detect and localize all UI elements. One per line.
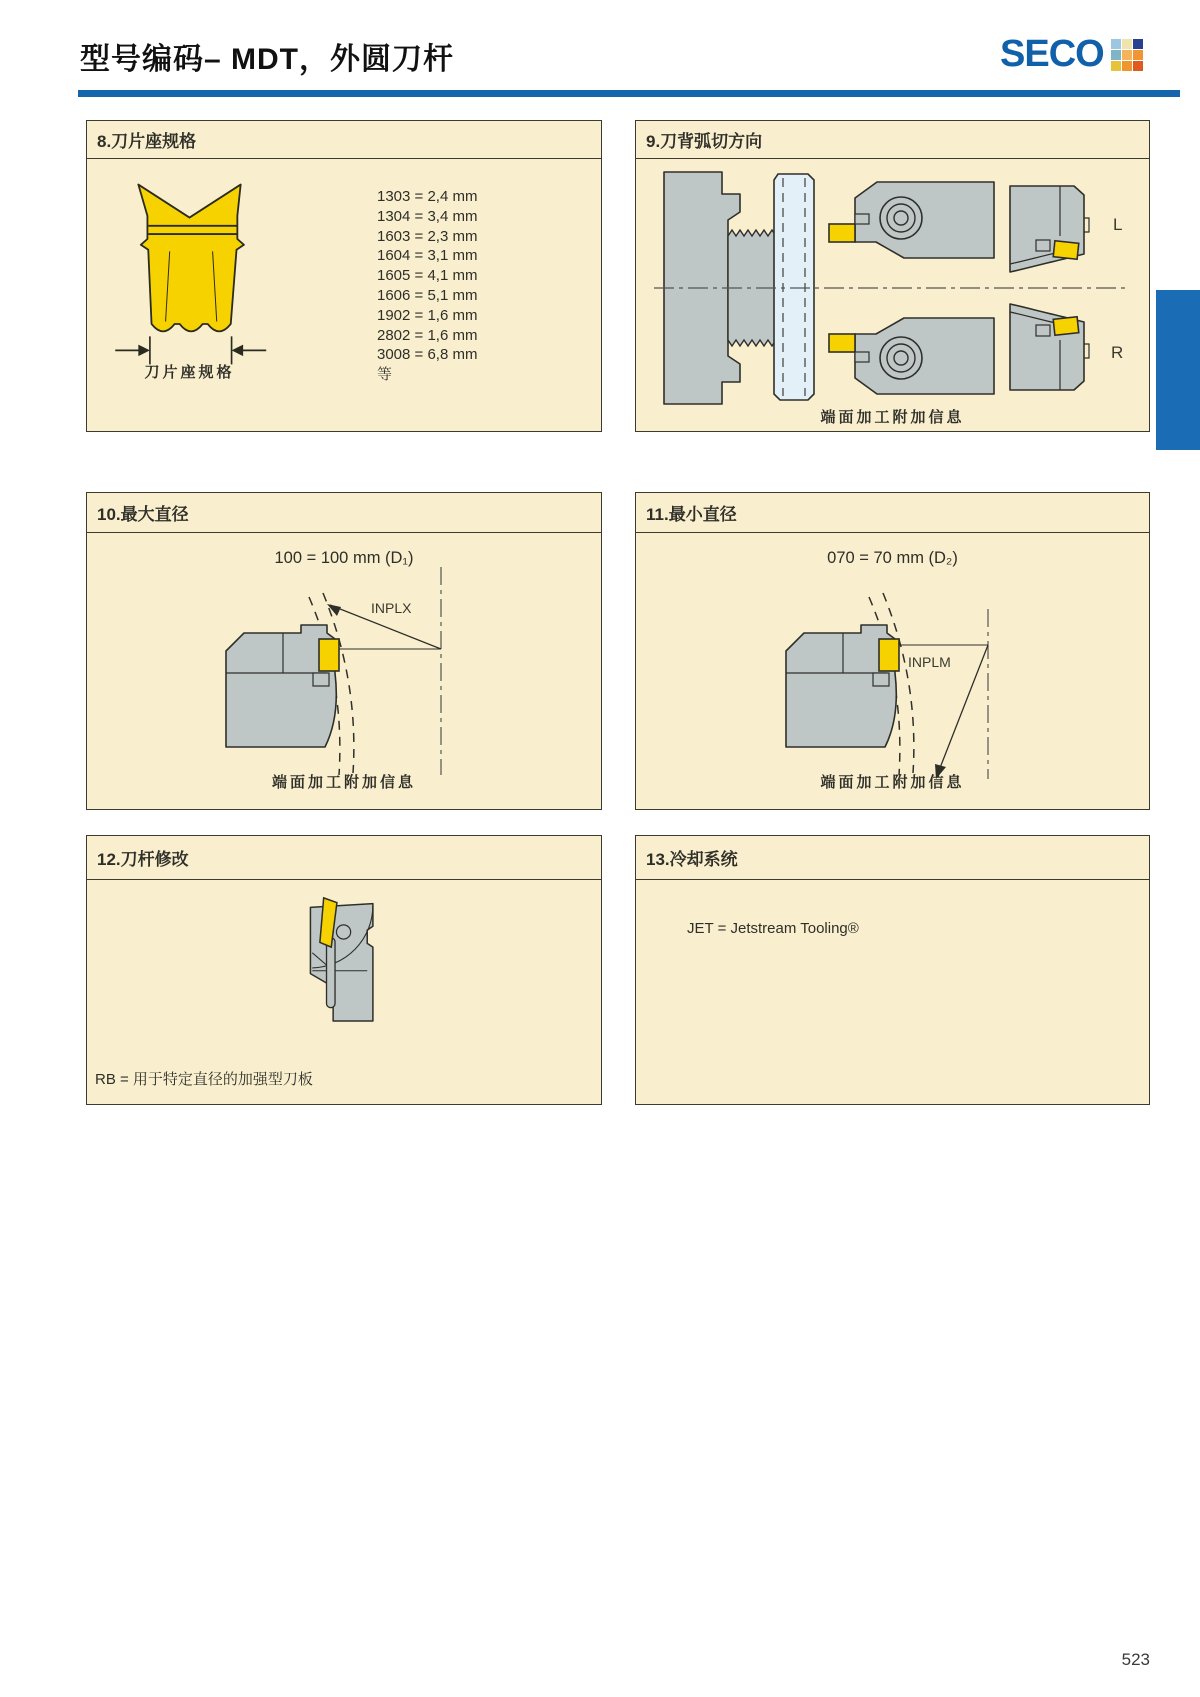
- min-diameter-formula: 070 = 70 mm (D₂): [827, 549, 958, 567]
- holder-modification-note: RB = 用于特定直径的加强型刀板: [95, 1071, 313, 1088]
- panel-title: 13.冷却系统: [646, 850, 738, 869]
- annotation-inplm: INPLM: [908, 654, 951, 670]
- value-row: 1603 = 2,3 mm: [377, 227, 478, 245]
- panel-header: [636, 121, 1149, 159]
- panel-title: 9.刀背弧切方向: [646, 132, 763, 151]
- max-diameter-formula: 100 = 100 mm (D₁): [274, 549, 414, 567]
- panel-header: [87, 836, 601, 880]
- value-row: 1303 = 2,4 mm: [377, 188, 478, 205]
- seco-logomark-icon: [1111, 39, 1143, 71]
- seco-logo: [1000, 33, 1143, 75]
- max-diameter-illustration: [87, 561, 603, 791]
- panel-min-diameter: [635, 492, 1150, 810]
- value-row: 等: [377, 366, 393, 384]
- face-machining-caption: 端面加工附加信息: [820, 409, 965, 426]
- value-row: 1604 = 3,1 mm: [377, 247, 478, 265]
- back-turning-illustration: [636, 166, 1151, 406]
- min-diameter-illustration: [636, 561, 1151, 791]
- section-edge-tab: [1156, 290, 1200, 450]
- holder-modification-illustration: [297, 896, 392, 1038]
- panel-header: [87, 121, 601, 159]
- face-machining-caption: 端面加工附加信息: [271, 774, 416, 791]
- workpiece-bar: [774, 174, 814, 400]
- annotation-inplx: INPLX: [371, 600, 412, 616]
- panel-insert-seat-size: [86, 120, 602, 432]
- seat-size-caption: 刀片座规格: [144, 364, 235, 381]
- value-row: 3008 = 6,8 mm: [377, 346, 478, 364]
- page-title: 型号编码– MDT，外圆刀杆: [80, 43, 454, 76]
- blade-slot: [327, 938, 336, 1008]
- panel-title: 8.刀片座规格: [97, 132, 197, 151]
- face-machining-caption: 端面加工附加信息: [820, 774, 965, 791]
- label-left-hand: L: [1113, 215, 1123, 234]
- panel-back-turning-direction: [635, 120, 1150, 432]
- curved-head-bottom: [1010, 304, 1089, 390]
- panel-title: 11.最小直径: [646, 505, 737, 524]
- panel-header: [636, 836, 1149, 880]
- page-number: 523: [1121, 1650, 1150, 1669]
- panel-coolant-system: [635, 835, 1150, 1105]
- panel-max-diameter: [86, 492, 602, 810]
- panel-holder-modification: [86, 835, 602, 1105]
- toolholder-top: [829, 182, 994, 258]
- curved-head-top: [1010, 186, 1089, 272]
- panel-title: 10.最大直径: [97, 505, 189, 524]
- value-row: 1606 = 5,1 mm: [377, 286, 478, 304]
- panel-title: 12.刀杆修改: [97, 850, 189, 869]
- panel-header: [636, 493, 1149, 533]
- seco-logo-text: SECO: [1000, 33, 1104, 75]
- label-right-hand: R: [1111, 343, 1124, 362]
- value-row: 1605 = 4,1 mm: [377, 267, 478, 285]
- coolant-note: JET = Jetstream Tooling®: [687, 920, 859, 937]
- toolholder-bottom: [829, 318, 994, 394]
- seat-size-values: [377, 187, 477, 385]
- value-row: 1304 = 3,4 mm: [377, 207, 478, 225]
- value-row: 1902 = 1,6 mm: [377, 306, 478, 324]
- panel-header: [87, 493, 601, 533]
- header-rule: [78, 90, 1180, 97]
- value-row: 2802 = 1,6 mm: [377, 326, 478, 344]
- insert-front-illustration: [107, 173, 272, 371]
